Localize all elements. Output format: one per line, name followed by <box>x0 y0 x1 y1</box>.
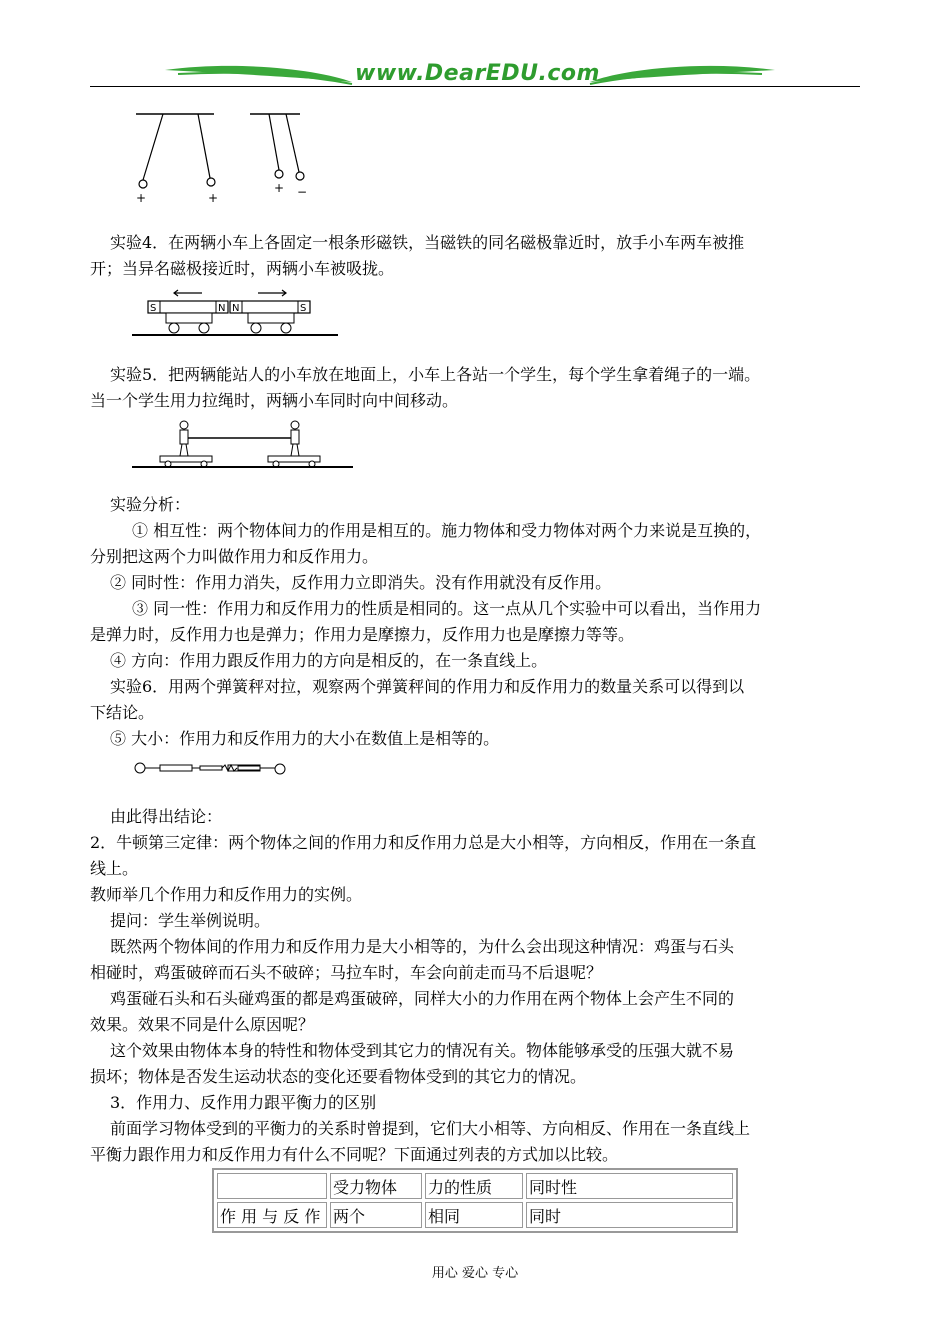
paragraph: 鸡蛋碰石头和石头碰鸡蛋的都是鸡蛋破碎，同样大小的力作用在两个物体上会产生不同的 <box>110 989 735 1008</box>
paragraph: 实验4．在两辆小车上各固定一根条形磁铁，当磁铁的同名磁极靠近时，放手小车两车被推 <box>110 233 745 252</box>
table-header-row <box>217 1173 733 1199</box>
table-row <box>217 1202 733 1228</box>
magnet-pole-label: N <box>232 303 240 314</box>
charge-label: − <box>297 185 308 199</box>
paragraph: 相碰时，鸡蛋破碎而石头不破碎；马拉车时，车会向前走而马不后退呢？ <box>90 963 603 982</box>
site-logo-text[interactable]: www.DearEDU.com <box>355 61 600 86</box>
table-cell: 同时 <box>526 1202 733 1228</box>
paragraph: 下结论。 <box>90 703 155 722</box>
paragraph: 线上。 <box>90 859 139 878</box>
figure-rope-carts <box>130 416 355 470</box>
paragraph: 损坏；物体是否发生运动状态的变化还要看物体受到的其它力的情况。 <box>90 1067 587 1086</box>
table-cell: 两个 <box>330 1202 422 1228</box>
paragraph: 由此得出结论： <box>110 807 223 826</box>
page-footer: 用心 爱心 专心 <box>431 1266 519 1281</box>
paragraph: 效果。效果不同是什么原因呢？ <box>90 1015 315 1034</box>
paragraph: 开；当异名磁极接近时，两辆小车被吸拢。 <box>90 259 395 278</box>
paragraph: 教师举几个作用力和反作用力的实例。 <box>90 885 363 904</box>
paragraph: 2．牛顿第三定律：两个物体之间的作用力和反作用力总是大小相等，方向相反，作用在一条直 <box>90 833 757 852</box>
header-divider <box>90 86 860 87</box>
table-header-cell: 同时性 <box>526 1173 733 1199</box>
table-header-cell <box>217 1173 327 1199</box>
paragraph: 实验6．用两个弹簧秤对拉，观察两个弹簧秤间的作用力和反作用力的数量关系可以得到以 <box>110 677 745 696</box>
figure-charged-pendulums <box>128 108 328 206</box>
table-header-cell: 力的性质 <box>425 1173 523 1199</box>
paragraph: 既然两个物体间的作用力和反作用力是大小相等的，为什么会出现这种情况：鸡蛋与石头 <box>110 937 735 956</box>
paragraph: 是弹力时，反作用力也是弹力；作用力是摩擦力，反作用力也是摩擦力等等。 <box>90 625 635 644</box>
magnet-pole-label: S <box>150 303 157 314</box>
table-cell: 相同 <box>425 1202 523 1228</box>
paragraph: 这个效果由物体本身的特性和物体受到其它力的情况有关。物体能够承受的压强大就不易 <box>110 1041 735 1060</box>
paragraph: 分别把这两个力叫做作用力和反作用力。 <box>90 547 379 566</box>
charge-label: + <box>136 191 147 205</box>
magnet-pole-label: S <box>300 303 307 314</box>
paragraph: 平衡力跟作用力和反作用力有什么不同呢？下面通过列表的方式加以比较。 <box>90 1145 619 1164</box>
figure-spring-balances <box>130 756 290 780</box>
paragraph: ② 同时性：作用力消失，反作用力立即消失。没有作用就没有反作用。 <box>110 573 612 592</box>
table-cell: 作 用 与 反 作 <box>217 1202 327 1228</box>
charge-label: + <box>274 181 285 195</box>
section-heading: 3．作用力、反作用力跟平衡力的区别 <box>110 1093 377 1112</box>
paragraph: 当一个学生用力拉绳时，两辆小车同时向中间移动。 <box>90 391 459 410</box>
paragraph: 实验5．把两辆能站人的小车放在地面上，小车上各站一个学生，每个学生拿着绳子的一端。 <box>110 365 761 384</box>
paragraph: 前面学习物体受到的平衡力的关系时曾提到，它们大小相等、方向相反、作用在一条直线上 <box>110 1119 751 1138</box>
paragraph: ① 相互性：两个物体间力的作用是相互的。施力物体和受力物体对两个力来说是互换的， <box>132 521 762 540</box>
figure-magnet-carts <box>130 284 340 344</box>
paragraph: ③ 同一性：作用力和反作用力的性质是相同的。这一点从几个实验中可以看出，当作用力 <box>132 599 762 618</box>
paragraph: 实验分析： <box>110 495 191 514</box>
comparison-table <box>212 1168 738 1233</box>
paragraph: ④ 方向：作用力跟反作用力的方向是相反的，在一条直线上。 <box>110 651 548 670</box>
table-header-cell: 受力物体 <box>330 1173 422 1199</box>
charge-label: + <box>208 191 219 205</box>
paragraph: ⑤ 大小：作用力和反作用力的大小在数值上是相等的。 <box>110 729 500 748</box>
paragraph: 提问：学生举例说明。 <box>110 911 271 930</box>
magnet-pole-label: N <box>218 303 226 314</box>
